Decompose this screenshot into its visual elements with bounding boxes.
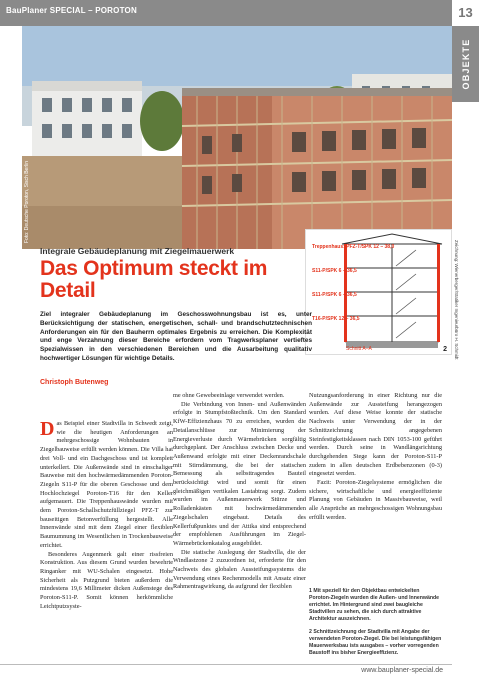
caption-1: 1 Mit speziell für den Objektbau entwickelten Poroton-Ziegeln wurden die Außen- und Innenwände errichtet. Im Hintergrund sind zwei baugleiche Stadtvillen zu sehen, die sich durch attraktive Architektur auszeichnen. <box>309 588 440 622</box>
col2-paragraph-3: Die statische Auslegung der Stadtvilla, die der Windlastzone 2 zuzuordnen ist, erforderte für den Nachweis des globalen Aussteifungssystems die Verwendung eines Rechenmodells mit Ansatz einer Rahmentragwirkung, da aufgrund der flexiblen <box>173 548 306 591</box>
construction-photo-graphic <box>22 26 452 249</box>
col2-paragraph-1: me ohne Gewebeeinlage verwendet werden. <box>173 392 285 399</box>
caption-2: 2 Schnittzeichnung der Stadtvilla mit Angabe der verwendeten Poroton-Ziegel. Die bei leistungsfähigen Mauerwerksbau ists ausgabes – vorher vorregenden Baustoff ins bisher Energieeffizienz. <box>309 629 442 656</box>
diagram-label-2: S11-P/SPK 6 – 36,5 <box>312 268 357 274</box>
diagram-credit-text: Zeichnung: Wienerberger/Statiker Ingenieurbüro H. Schmidt <box>454 240 459 360</box>
diagram-section-label: Schnitt A–A <box>346 346 372 352</box>
article-headline: Das Optimum steckt im Detail <box>40 257 268 302</box>
col3-paragraph-1: Nutzungsanforderung in einer Richtung nur die Außenwände zur Aussteifung herangezogen wurden. Auf diese Weise konnte der statische Nachweis unter Verwendung der in der Schnittzeichnung angegebenen Steinfestigkeitsklassen nach DIN 1053-100 geführt werden. Durch seine in Wandlängsrichtung durchgehenden Stege kann der Poroton-S11-P zudem in allen deutschen Erdbebenzonen (0-3) eingesetzt werden. <box>309 392 442 478</box>
article-kicker: Integrale Gebäudeplanung mit Ziegelmauerwerk <box>40 246 235 256</box>
col1-paragraph-2: Besonderes Augenmerk galt einer rissfreien Konstruktion. Aus diesem Grund wurden bewehrte Ringanker mit WU-Schalen eingesetzt. Hohe Sicherheit als Putzgrund bieten außerdem die mindestens 19,6 Millimeter dicken Außenstege des Poroton-S11-P. Somit können herkömmliche Leichtputzsyste- <box>40 550 173 610</box>
column-1 <box>40 420 173 611</box>
header-bar <box>0 0 452 26</box>
diagram-label-1: Treppenhaus: PFZ-T/SPK 12 – 38,0 <box>312 244 395 250</box>
section-tab <box>452 26 479 102</box>
construction-photo <box>22 26 452 249</box>
col1-paragraph-1 <box>40 420 173 551</box>
footer-url: www.bauplaner-special.de <box>361 667 443 674</box>
footer-divider <box>0 664 452 665</box>
page-number: 13 <box>452 0 479 26</box>
article-intro: Ziel integraler Gebäudeplanung im Geschosswohnungsbau ist es, unter Berücksichtigung der statischen, energetischen, schall- und brandschutztechnischen Anforderungen ein für den Bauherrn optimales Ergebnis zu erreichen. Die Komplexität und enge Verzahnung dieser Bereiche erfordern vom Tragwerksplaner vertieftes Spezialwissen in den verschiedenen Bereichen und die Ausarbeitung qualitativ hochwertiger Lösungen für wichtige Details. <box>40 311 312 362</box>
diagram-figure-number: 2 <box>443 346 447 353</box>
col3-paragraph-2: Fazit: Poroton-Ziegelsysteme ermöglichen die sichere, wirtschaftliche und energieeffiziente Planung von Gebäuden in Massivbauweise, weil alle Ansprüche an mehrgeschossigen Wohnungsbau erfüllt werden. <box>309 479 442 521</box>
section-label: OBJEKTE <box>460 38 471 90</box>
section-drawing <box>305 229 452 355</box>
photo-credit: Foto: Deutsche Poroton, Sisch Berlin <box>24 161 30 243</box>
col1-paragraph-1-text: as Beispiel einer Stadtvilla in Schwedt zeigt, wie die heutigen Anforderungen an mehrgeschossige Wohnbauten in Ziegelbauweise erfüllt werden können. Die Villa hat drei Voll- und ein Dachgeschoss und ist komplett unterkellert. Die Außenwände sind in einschaliger Bauweise mit den hochwärmedämmenden Poroton-Ziegeln S11-P für die oberen Geschosse und dem Hochlochziegel Poroton-T16 für den Keller aufgemauert. Die Treppenhauswände wurden mit dem Poroton-Schallschutzfüllziegel PFZ-T zur bauseitigen Betonverfüllung hergestellt. Alle Innenwände sind mit dem Ziegel einer flexiblen Baumumnung im Wesentlichen in Trockenbauweise errichtet. <box>40 420 173 549</box>
diagram-label-4: T16-P/SPK 12 – 36,5 <box>312 316 360 322</box>
diagram-credit <box>454 240 460 360</box>
diagram-label-3: S11-P/SPK 6 – 36,5 <box>312 292 357 298</box>
column-2 <box>173 392 306 592</box>
article-author: Christoph Butenweg <box>40 379 109 386</box>
col2-paragraph-2: Die Verbindung von Innen- und Außenwänden erfolgte in Stumpfstoßtechnik. Um den Standard KfW-Effizienzhaus 70 zu erreichen, wurden die Detailanschlüsse zur Minimierung der Energieverluste durch Wärmebrücken sorgfältig durchgeplant. Der Anschluss zwischen Decke und Außenwand erfolgte mit einer Deckenrandschale mit Stirndämmung, die bei der statischen Bemessung als selbsttragendes Bauteil berücksichtigt wird und somit für einen gleichmäßigen vertikalen Lastabtrag sorgt. Zudem wurden im Außenmauerwerk Stürze und Rolladenkästen mit hochwärmedämmenden Ziegelschalen eingebaut. Details des Kellerfußpunktes und der Attika sind entsprechend der empfohlenen Ausführungen im Ziegel-Wärmebrückenkatalog ausgebildet. <box>173 400 306 547</box>
column-3 <box>309 392 442 523</box>
magazine-title: BauPlaner SPECIAL – POROTON <box>6 6 137 15</box>
dropcap: D <box>40 418 55 440</box>
